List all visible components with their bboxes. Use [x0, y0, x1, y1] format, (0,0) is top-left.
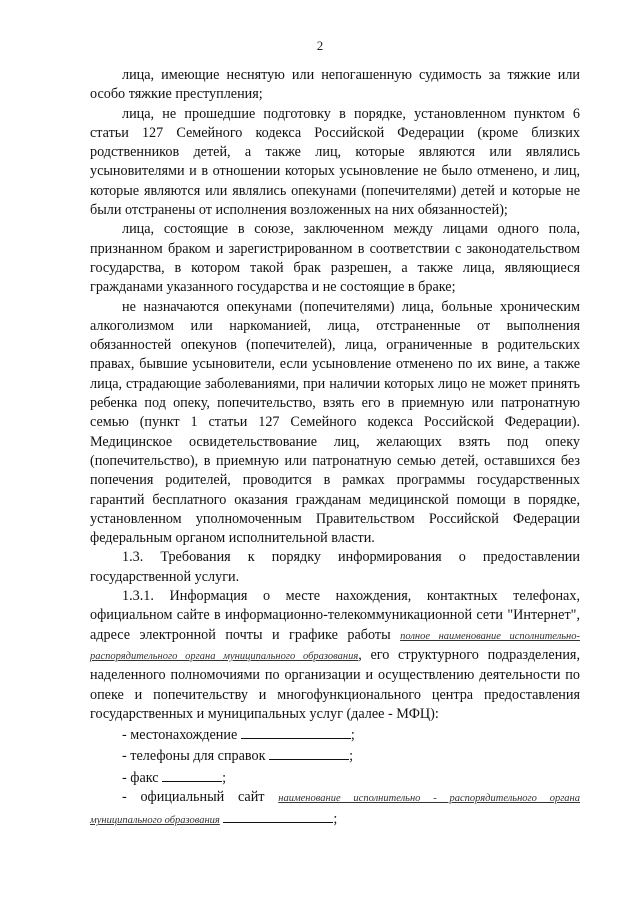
location-sep: ; [350, 727, 355, 744]
site-sep: ; [333, 811, 338, 828]
list-item-phones [90, 745, 580, 766]
paragraph-no-training: лица, не прошедшие подготовку в порядке, установленном пунктом 6 статьи 127 Семейного кодекса Российской Федерации (кроме близких родственников детей, а также лиц, которые являются или являлись усыновителями и в отношении которых усыновление не было отменено, и лиц, которые являются или являлись опекунами (попечителями) детей и которые не были отстранены от исполнения возложенных на них обязанностей); [90, 105, 580, 219]
paragraph-section-1-3-1 [90, 587, 580, 724]
document-body [90, 66, 580, 831]
site-label: - официальный сайт [122, 788, 265, 805]
authority-name-placeholder: полное наименование исполнительно-распорядительного органа муниципального образования [90, 630, 581, 662]
paragraph-section-1-3: 1.3. Требования к порядку информирования о предоставлении государственной услуги. [90, 549, 580, 585]
fax-blank [162, 767, 222, 782]
section-1-3-1-start: 1.3.1. Информация о месте нахождения, контактных телефонах, официальном сайте в информационно-телекоммуникационной сети "Интернет", адресе электронной почты и графике работы [90, 588, 580, 643]
paragraph-not-appointed: не назначаются опекунами (попечителями) лица, больные хроническим алкоголизмом или наркоманией, лица, отстраненные от выполнения обязанностей опекунов (попечителей), лица, ограниченные в родительских правах, бывшие усыновители, если усыновление отменено по их вине, а также лица, страдающие заболеваниями, при наличии которых лицо не может принять ребенка под опеку, попечительство, взять его в приемную или патронатную семью (пункт 1 статьи 127 Семейного кодекса Российской Федерации). Медицинское освидетельствование лиц, желающих взять под опеку (попечительство), в приемную или патронатную семью детей, оставшихся без попечения родителей, проводится в рамках программы государственных гарантий бесплатного оказания гражданам медицинской помощи в порядке, установленном уполномоченным Правительством Российской Федерации федеральным органом исполнительной власти. [90, 298, 580, 547]
list-item-fax [90, 767, 580, 788]
fax-sep: ; [222, 769, 227, 786]
fax-label: - факс [122, 769, 159, 786]
page-number: 2 [316, 38, 324, 53]
phones-label: - телефоны для справок [122, 748, 266, 765]
paragraph-criminal-record: лица, имеющие неснятую или непогашенную судимость за тяжкие или особо тяжкие преступления; [90, 67, 580, 103]
location-blank [241, 724, 351, 739]
site-blank [223, 808, 333, 823]
section-1-3-1-end: , его структурного подразделения, наделенного полномочиями по организации и осуществлению деятельности по опеке и попечительству и многофункционального центра предоставления государственных и муниципальных услуг (далее - МФЦ): [90, 646, 580, 722]
phones-sep: ; [349, 748, 354, 765]
site-authority-placeholder: наименование исполнительно - распорядительного органа муниципального образования [90, 792, 580, 827]
list-item-site [90, 788, 580, 831]
list-item-location [90, 724, 580, 745]
location-label: - местонахождение [122, 727, 238, 744]
paragraph-same-sex-union: лица, состоящие в союзе, заключенном между лицами одного пола, признанном браком и зарегистрированном в соответствии с законодательством государства, в котором такой брак разрешен, а также лица, являющиеся гражданами указанного государства и не состоящие в браке; [90, 221, 580, 296]
phones-blank [269, 745, 349, 760]
